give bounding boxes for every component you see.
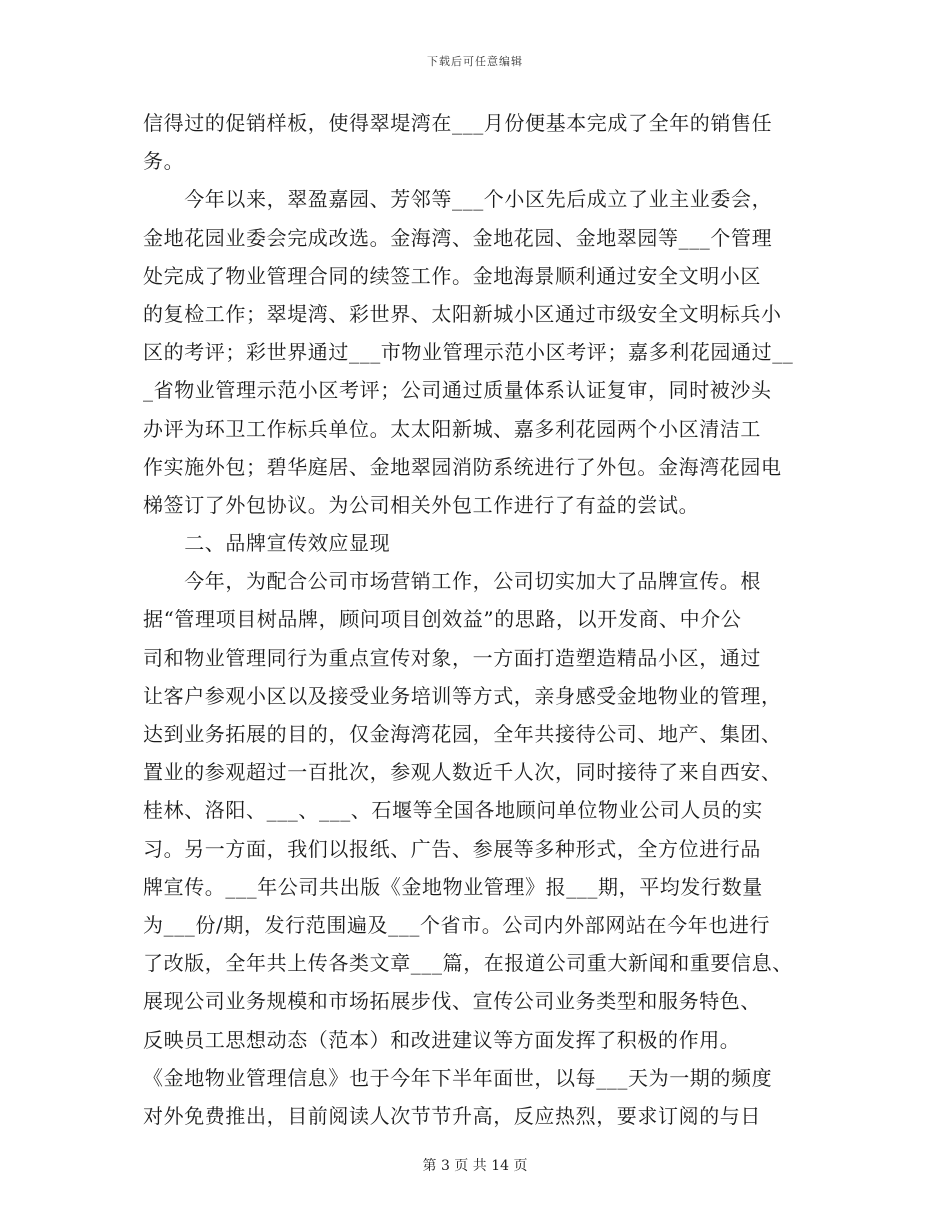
body-line: 司和物业管理同行为重点宣传对象，一方面打造塑造精品小区，通过 — [143, 645, 761, 670]
body-line: 作实施外包；碧华庭居、金地翠园消防系统进行了外包。金海湾花园电 — [143, 454, 782, 479]
body-line: _省物业管理示范小区考评；公司通过质量体系认证复审，同时被沙头 — [143, 378, 772, 403]
body-line: 据“管理项目树品牌，顾问项目创效益”的思路，以开发商、中介公 — [143, 607, 742, 632]
body-line: 置业的参观超过一百批次，参观人数近千人次，同时接待了来自西安、 — [143, 760, 782, 785]
body-line: 《金地物业管理信息》也于今年下半年面世，以每___天为一期的频度 — [143, 1065, 773, 1090]
body-line: 牌宣传。___年公司共出版《金地物业管理》报___期，平均发行数量 — [143, 874, 763, 899]
section-heading: 二、品牌宣传效应显现 — [143, 531, 391, 556]
body-line: 今年，为配合公司市场营销工作，公司切实加大了品牌宣传。根 — [143, 569, 761, 594]
body-line: 达到业务拓展的目的，仅金海湾花园，全年共接待公司、地产、集团、 — [143, 722, 782, 746]
body-line: 办评为环卫工作标兵单位。太太阳新城、嘉多利花园两个小区清洁工 — [143, 416, 761, 441]
page-header: 下载后可任意编辑 — [427, 55, 523, 68]
document-body — [143, 104, 823, 1135]
body-line: 桂林、洛阳、___、___、石堰等全国各地顾问单位物业公司人员的实 — [143, 798, 763, 823]
body-line: 的复检工作；翠堤湾、彩世界、太阳新城小区通过市级安全文明标兵小 — [143, 301, 782, 326]
body-line: 反映员工思想动态（范本）和改进建议等方面发挥了积极的作用。 — [143, 1027, 741, 1052]
body-line: 区的考评；彩世界通过___市物业管理示范小区考评；嘉多利花园通过__ — [143, 340, 794, 365]
body-line: 让客户参观小区以及接受业务培训等方式，亲身感受金地物业的管理， — [143, 683, 782, 708]
body-line: 金地花园业委会完成改选。金海湾、金地花园、金地翠园等___个管理 — [143, 225, 773, 250]
body-line: 信得过的促销样板，使得翠堤湾在___月份便基本完成了全年的销售任 — [143, 111, 773, 135]
body-line: 习。另一方面，我们以报纸、广告、参展等多种形式，全方位进行品 — [143, 836, 761, 861]
body-line: 梯签订了外包协议。为公司相关外包工作进行了有益的尝试。 — [143, 492, 700, 517]
body-line: 为___份/期，发行范围遍及___个省市。公司内外部网站在今年也进行 — [143, 912, 771, 937]
body-line: 了改版，全年共上传各类文章___篇，在报道公司重大新闻和重要信息、 — [143, 951, 793, 976]
body-line: 务。 — [143, 149, 185, 174]
body-line: 展现公司业务规模和市场拓展步伐、宣传公司业务类型和服务特色、 — [143, 989, 761, 1014]
body-line: 处完成了物业管理合同的续签工作。金地海景顺利通过安全文明小区 — [143, 263, 761, 288]
body-line: 今年以来，翠盈嘉园、芳邻等___个小区先后成立了业主业委会， — [143, 187, 773, 212]
body-line: 对外免费推出，目前阅读人次节节升高，反应热烈，要求订阅的与日 — [143, 1103, 761, 1128]
page-number-footer: 第 3 页 共 14 页 — [422, 1158, 528, 1174]
